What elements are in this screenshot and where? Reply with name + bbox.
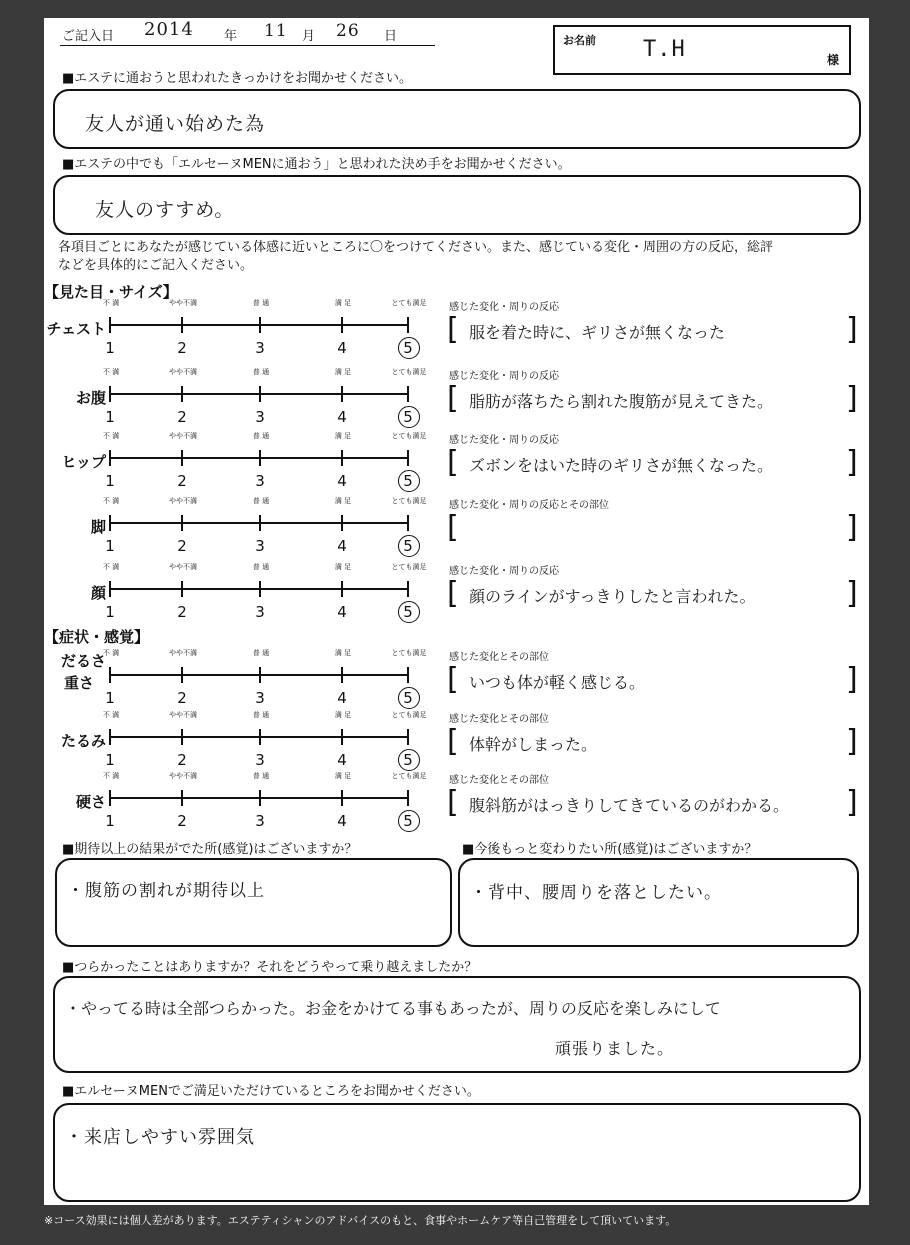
scale-number[interactable]: 4 [337, 812, 347, 830]
scale-number[interactable]: 5 [403, 472, 413, 490]
date-day: 26 [336, 21, 360, 41]
scale-label: やや不満 [169, 299, 197, 307]
scale-number[interactable]: 5 [403, 689, 413, 707]
scale-label: 不 満 [102, 299, 120, 307]
date-month-unit: 月 [302, 29, 316, 44]
rating-row [44, 648, 869, 713]
scale-tick [259, 386, 261, 402]
scale-tick [259, 667, 261, 683]
q5-answer-line2: 頑張りました。 [555, 1039, 675, 1058]
selected-rating-circle [398, 810, 420, 832]
date-underline [60, 45, 435, 46]
rating-item-label: だるさ [60, 652, 106, 670]
scale-label: 満 足 [334, 368, 352, 376]
instructions-line2: などを具体的にご記入ください。 [58, 258, 254, 273]
scale-tick [109, 386, 111, 402]
scale-number[interactable]: 5 [403, 812, 413, 830]
scale-tick [407, 515, 409, 531]
scale-label: 普 通 [252, 772, 270, 780]
rating-row [44, 298, 869, 363]
comment-label: 感じた変化とその部位 [449, 652, 549, 663]
scale-tick [109, 515, 111, 531]
scale-label: 満 足 [334, 649, 352, 657]
scale-tick [181, 790, 183, 806]
appearance-section-title: 【見た目・サイズ】 [44, 283, 178, 301]
q4-label: ■今後もっと変わりたい所(感覚)はございますか？ [462, 842, 758, 857]
comment-label: 感じた変化・周りの反応 [449, 566, 559, 577]
scale-number[interactable]: 2 [177, 339, 187, 357]
scale-label: やや不満 [169, 563, 197, 571]
scale-number[interactable]: 4 [337, 537, 347, 555]
scale-number[interactable]: 2 [177, 812, 187, 830]
comment-label: 感じた変化・周りの反応 [449, 371, 559, 382]
footer-note: ※コース効果には個人差があります。エステティシャンのアドバイスのもと、食事やホームケア等自己管理をして頂いています。 [44, 1214, 677, 1227]
scale-number[interactable]: 5 [403, 408, 413, 426]
name-label: お名前 [563, 34, 596, 47]
scale-number[interactable]: 2 [177, 603, 187, 621]
scale-label: やや不満 [169, 649, 197, 657]
q3-answer-box [55, 858, 452, 947]
comment-text[interactable]: いつも体が軽く感じる。 [469, 673, 646, 692]
scale-number[interactable]: 2 [177, 472, 187, 490]
scale-label: 不 満 [102, 649, 120, 657]
date-label: ご記入日 [62, 29, 115, 44]
scale-label: 普 通 [252, 563, 270, 571]
comment-bracket-right: ] [846, 381, 858, 416]
scale-label: とても満足 [391, 432, 427, 440]
selected-rating-circle [398, 687, 420, 709]
scale-number[interactable]: 3 [255, 472, 265, 490]
scale-number[interactable]: 1 [105, 339, 115, 357]
scale-label: やや不満 [169, 772, 197, 780]
scale-number[interactable]: 1 [105, 689, 115, 707]
comment-text[interactable]: ズボンをはいた時のギリさが無くなった。 [469, 456, 774, 475]
comment-bracket-left: [ [447, 724, 459, 759]
scale-label: やや不満 [169, 711, 197, 719]
scale-number[interactable]: 1 [105, 603, 115, 621]
scale-label: 不 満 [102, 368, 120, 376]
q4-answer-box [458, 858, 859, 947]
rating-row [44, 496, 869, 561]
scale-tick [109, 790, 111, 806]
scale-label: 不 満 [102, 711, 120, 719]
scale-number[interactable]: 4 [337, 472, 347, 490]
scale-number[interactable]: 3 [255, 603, 265, 621]
scale-label: 満 足 [334, 299, 352, 307]
scale-number[interactable]: 4 [337, 408, 347, 426]
comment-bracket-right: ] [846, 510, 858, 545]
scale-tick [341, 667, 343, 683]
scale-number[interactable]: 5 [403, 339, 413, 357]
scale-tick [341, 515, 343, 531]
scale-tick [109, 317, 111, 333]
scale-label: 普 通 [252, 649, 270, 657]
scale-tick [259, 790, 261, 806]
q6-answer-box [53, 1103, 861, 1202]
date-month: 11 [264, 21, 288, 41]
scale-number[interactable]: 5 [403, 537, 413, 555]
scale-tick [407, 729, 409, 745]
scale-label: とても満足 [391, 772, 427, 780]
comment-bracket-left: [ [447, 312, 459, 347]
rating-row [44, 562, 869, 627]
scale-tick [341, 729, 343, 745]
scale-number[interactable]: 4 [337, 339, 347, 357]
q6-answer: ・来店しやすい雰囲気 [65, 1127, 255, 1148]
scale-label: やや不満 [169, 368, 197, 376]
comment-text[interactable]: 腹斜筋がはっきりしてきているのがわかる。 [469, 796, 790, 815]
scale-tick [181, 729, 183, 745]
scale-label: やや不満 [169, 497, 197, 505]
scale-label: 満 足 [334, 711, 352, 719]
scale-tick [259, 450, 261, 466]
comment-bracket-left: [ [447, 662, 459, 697]
rating-item-label2: 重さ [63, 674, 94, 692]
scale-tick [341, 450, 343, 466]
scale-tick [341, 386, 343, 402]
scale-label: 満 足 [334, 432, 352, 440]
scale-tick [407, 386, 409, 402]
scale-label: 不 満 [102, 497, 120, 505]
rating-row [44, 431, 869, 496]
comment-text[interactable]: 脂肪が落ちたら割れた腹筋が見えてきた。 [469, 392, 774, 411]
scale-tick [181, 667, 183, 683]
scale-tick [407, 317, 409, 333]
rating-item-label: 硬さ [75, 793, 106, 811]
comment-bracket-right: ] [846, 724, 858, 759]
scale-number[interactable]: 1 [105, 472, 115, 490]
scale-tick [181, 581, 183, 597]
scale-tick [407, 581, 409, 597]
rating-row [44, 771, 869, 836]
scale-number[interactable]: 2 [177, 537, 187, 555]
comment-label: 感じた変化とその部位 [449, 714, 549, 725]
comment-bracket-right: ] [846, 445, 858, 480]
comment-bracket-right: ] [846, 312, 858, 347]
q1-label: ■エステに通おうと思われたきっかけをお聞かせください。 [62, 71, 413, 86]
scale-label: 満 足 [334, 497, 352, 505]
rating-item-label: 脚 [90, 518, 106, 536]
scale-label: 不 満 [102, 432, 120, 440]
scale-tick [407, 667, 409, 683]
scale-label: 満 足 [334, 772, 352, 780]
scale-number[interactable]: 4 [337, 689, 347, 707]
date-day-unit: 日 [384, 29, 398, 44]
scale-tick [341, 790, 343, 806]
comment-text[interactable]: 顔のラインがすっきりしたと言われた。 [469, 587, 756, 606]
instructions-line1: 各項目ごとにあなたが感じている体感に近いところに〇をつけてください。また、感じている変化・周囲の方の反応，総評 [58, 240, 774, 255]
selected-rating-circle [398, 749, 420, 771]
rating-item-label: ヒップ [61, 453, 106, 471]
rating-item-label: たるみ [60, 732, 106, 750]
scale-number[interactable]: 5 [403, 751, 413, 769]
scale-label: やや不満 [169, 432, 197, 440]
scale-tick [341, 581, 343, 597]
scale-number[interactable]: 2 [177, 689, 187, 707]
scale-number[interactable]: 3 [255, 339, 265, 357]
selected-rating-circle [398, 535, 420, 557]
q1-answer: 友人が通い始めた為 [85, 113, 266, 135]
scale-tick [407, 450, 409, 466]
name-box [553, 25, 851, 75]
scale-number[interactable]: 1 [105, 408, 115, 426]
scale-tick [259, 581, 261, 597]
q6-label: ■エルセーヌMENでご満足いただけているところをお聞かせください。 [62, 1084, 480, 1099]
scale-label: 普 通 [252, 432, 270, 440]
comment-bracket-left: [ [447, 785, 459, 820]
q5-label: ■つらかったことはありますか？それをどうやって乗り越えましたか？ [62, 960, 478, 975]
name-suffix: 様 [827, 53, 840, 67]
selected-rating-circle [398, 337, 420, 359]
scale-number[interactable]: 3 [255, 537, 265, 555]
scale-label: とても満足 [391, 711, 427, 719]
scale-label: とても満足 [391, 368, 427, 376]
comment-bracket-left: [ [447, 381, 459, 416]
scale-tick [259, 729, 261, 745]
scale-tick [109, 667, 111, 683]
comment-bracket-right: ] [846, 576, 858, 611]
rating-item-label: チェスト [46, 320, 106, 338]
selected-rating-circle [398, 470, 420, 492]
scale-label: 普 通 [252, 299, 270, 307]
rating-item-label: 顔 [90, 584, 106, 602]
scale-number[interactable]: 4 [337, 603, 347, 621]
rating-row [44, 367, 869, 432]
scale-tick [109, 729, 111, 745]
q3-answer: ・腹筋の割れが期待以上 [67, 881, 265, 901]
scale-number[interactable]: 4 [337, 751, 347, 769]
date-year: 2014 [144, 19, 194, 40]
rating-row [44, 710, 869, 775]
scale-tick [181, 317, 183, 333]
scale-number[interactable]: 2 [177, 408, 187, 426]
scale-label: とても満足 [391, 649, 427, 657]
scale-number[interactable]: 1 [105, 751, 115, 769]
q5-answer-box [53, 976, 861, 1073]
q2-label: ■エステの中でも「エルセーヌMENに通おう」と思われた決め手をお聞かせください。 [62, 157, 571, 172]
scale-tick [259, 317, 261, 333]
comment-bracket-right: ] [846, 785, 858, 820]
scale-tick [109, 581, 111, 597]
scale-number[interactable]: 3 [255, 689, 265, 707]
scale-label: 普 通 [252, 711, 270, 719]
date-year-unit: 年 [224, 29, 238, 44]
comment-bracket-right: ] [846, 662, 858, 697]
scale-label: 不 満 [102, 563, 120, 571]
scale-tick [181, 386, 183, 402]
scale-label: 満 足 [334, 563, 352, 571]
q3-label: ■期待以上の結果がでた所(感覚)はございますか？ [62, 842, 358, 857]
comment-label: 感じた変化・周りの反応とその部位 [449, 500, 609, 511]
comment-bracket-left: [ [447, 576, 459, 611]
selected-rating-circle [398, 601, 420, 623]
scale-label: とても満足 [391, 563, 427, 571]
comment-bracket-left: [ [447, 510, 459, 545]
scale-tick [181, 450, 183, 466]
scale-tick [341, 317, 343, 333]
q2-answer-box [53, 175, 861, 235]
name-value: T.H [643, 37, 686, 62]
scale-number[interactable]: 3 [255, 812, 265, 830]
scale-label: とても満足 [391, 299, 427, 307]
scale-label: 不 満 [102, 772, 120, 780]
survey-sheet [44, 18, 869, 1205]
scale-tick [259, 515, 261, 531]
q2-answer: 友人のすすめ。 [95, 199, 235, 221]
comment-text[interactable]: 体幹がしまった。 [469, 735, 598, 754]
scale-number[interactable]: 3 [255, 751, 265, 769]
scale-label: 普 通 [252, 368, 270, 376]
scale-number[interactable]: 3 [255, 408, 265, 426]
q1-answer-box [53, 89, 861, 149]
scale-number[interactable]: 1 [105, 537, 115, 555]
selected-rating-circle [398, 406, 420, 428]
q4-answer: ・背中、腰周りを落としたい。 [470, 883, 722, 903]
scale-label: 普 通 [252, 497, 270, 505]
scale-tick [109, 450, 111, 466]
scale-number[interactable]: 5 [403, 603, 413, 621]
comment-label: 感じた変化とその部位 [449, 775, 549, 786]
comment-bracket-left: [ [447, 445, 459, 480]
scale-tick [181, 515, 183, 531]
comment-text[interactable]: 服を着た時に、ギリさが無くなった [469, 323, 726, 342]
comment-label: 感じた変化・周りの反応 [449, 435, 559, 446]
scale-number[interactable]: 1 [105, 812, 115, 830]
scale-number[interactable]: 2 [177, 751, 187, 769]
q5-answer-line1: ・やってる時は全部つらかった。お金をかけてる事もあったが、周りの反応を楽しみにして [65, 999, 721, 1018]
scale-label: とても満足 [391, 497, 427, 505]
comment-label: 感じた変化・周りの反応 [449, 302, 559, 313]
rating-item-label: お腹 [75, 389, 106, 407]
symptoms-section-title: 【症状・感覚】 [44, 628, 150, 646]
scale-tick [407, 790, 409, 806]
